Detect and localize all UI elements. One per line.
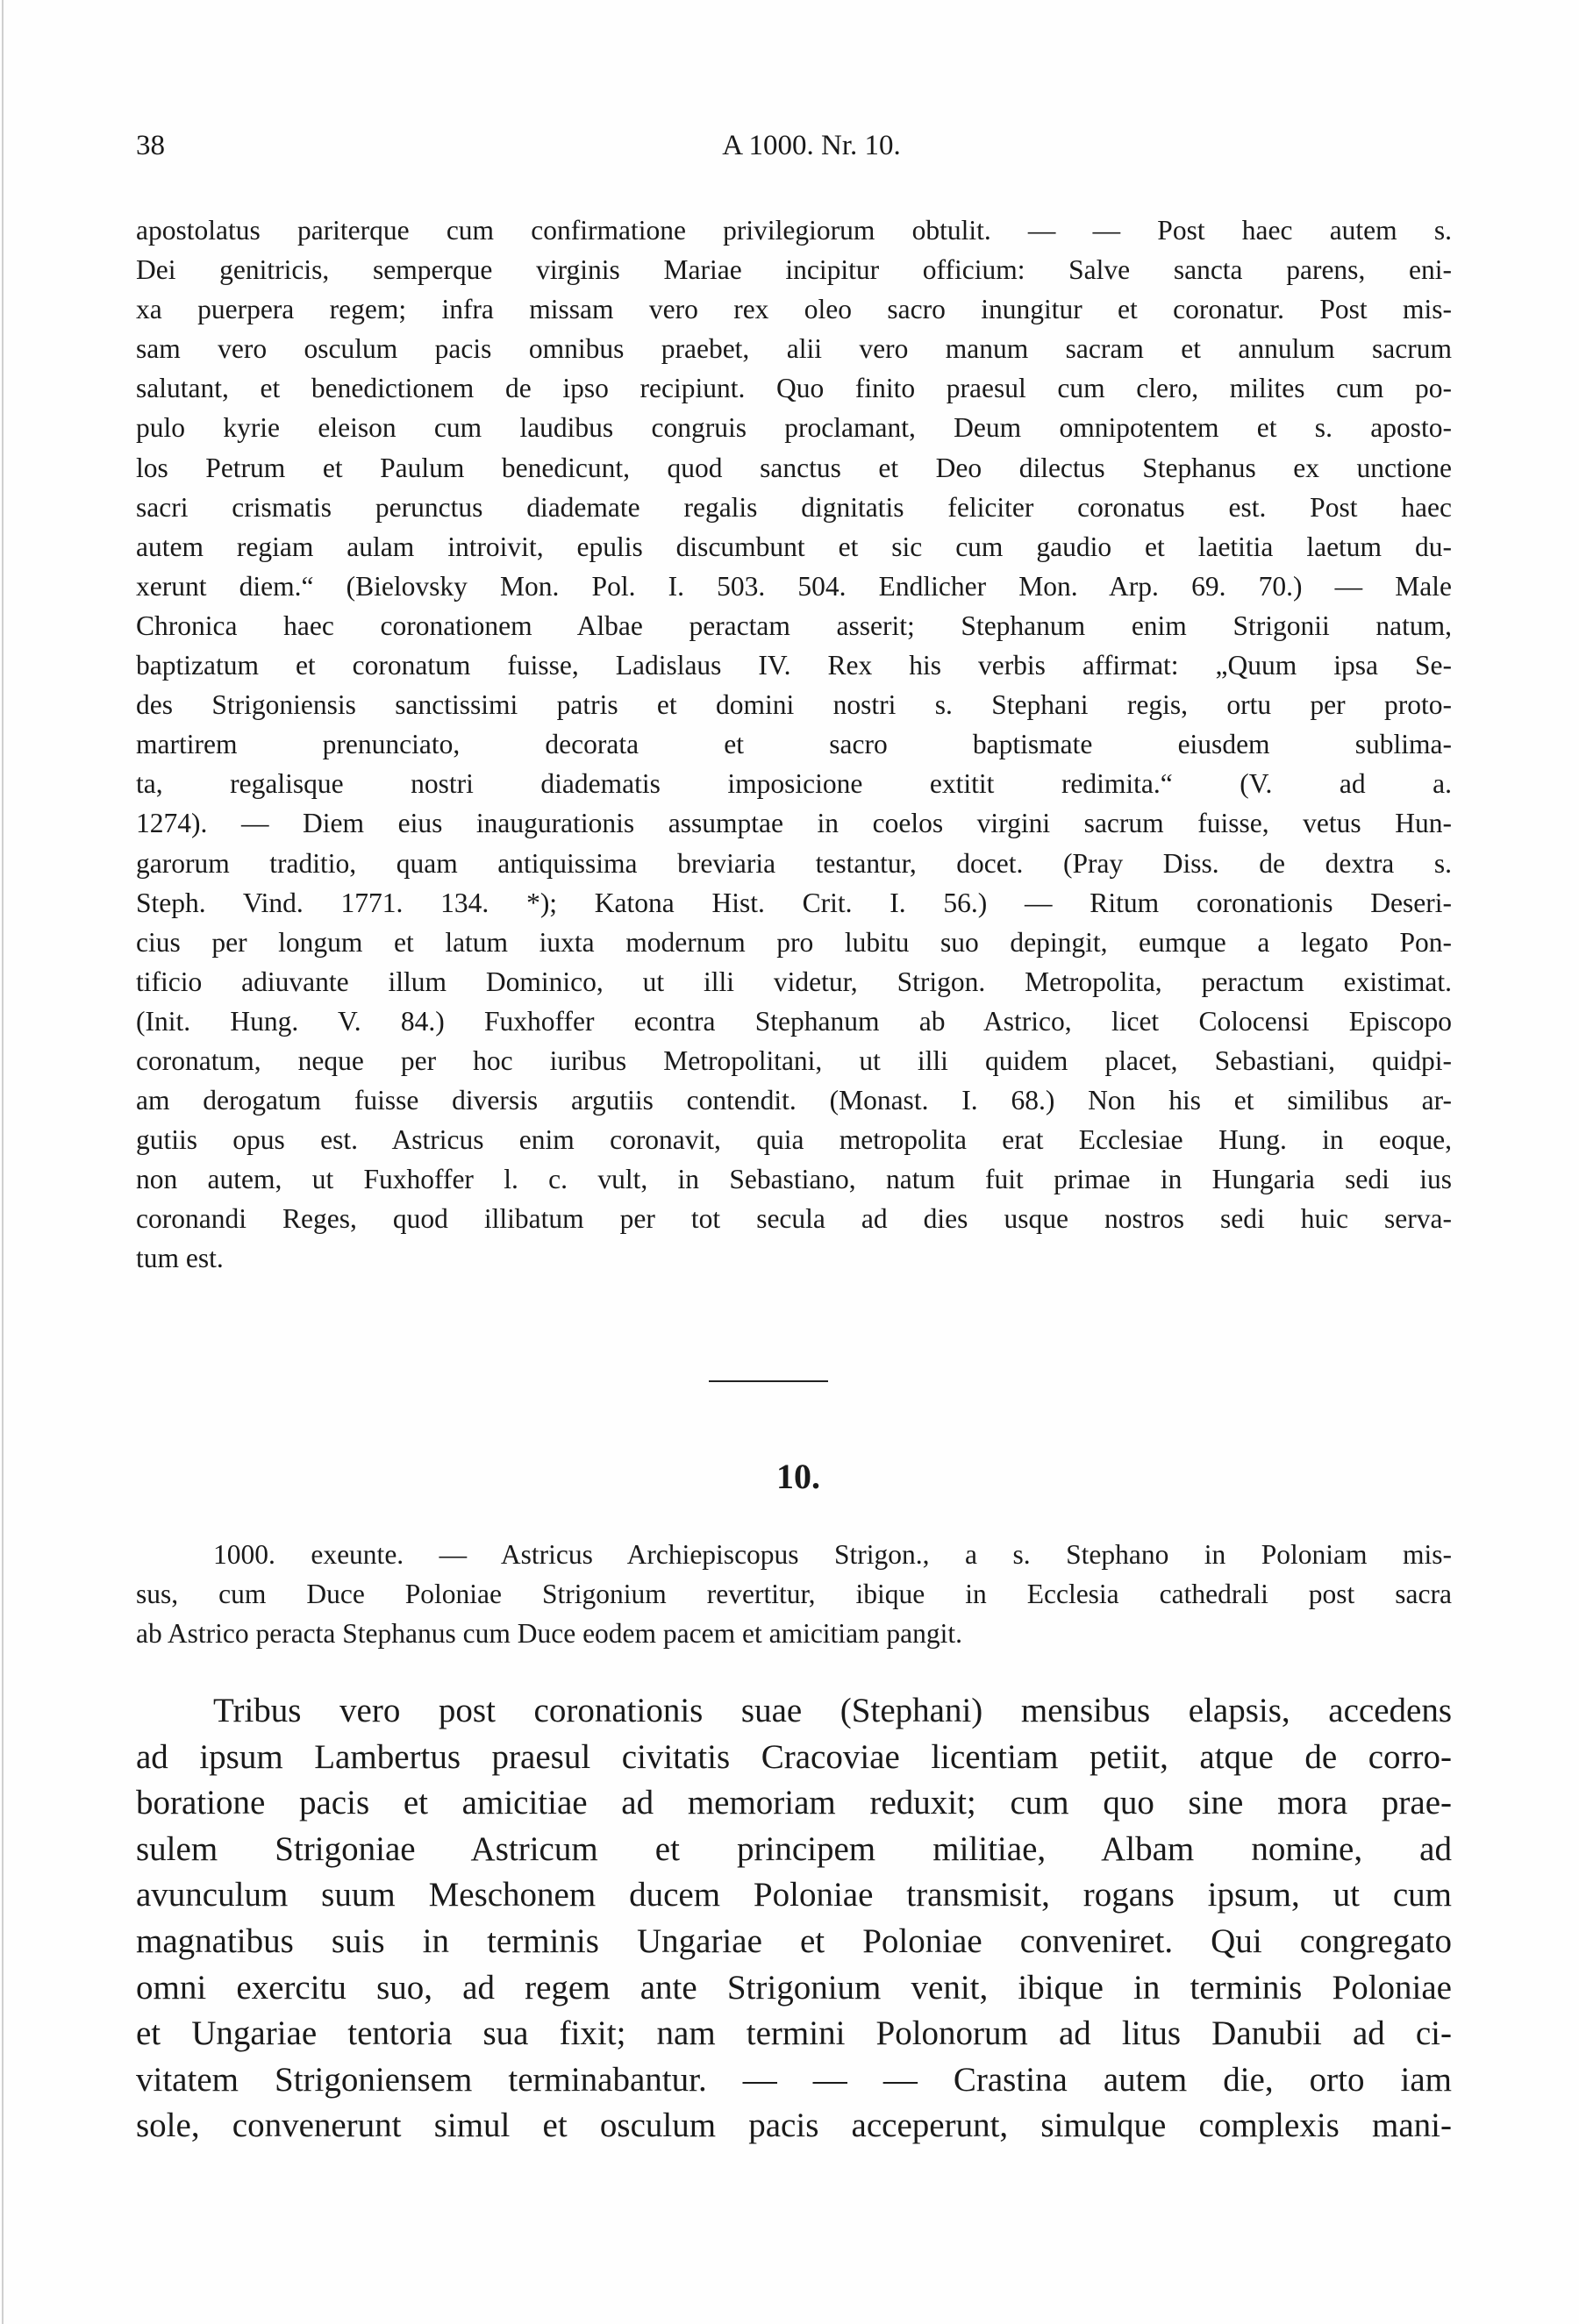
summary-line: ab Astrico peracta Stephanus cum Duce eodem pacem et amicitiam pangit. <box>136 1618 963 1649</box>
text-line: ta, regalisque nostri diadematis imposicione extitit redimita.“ (V. ad a. <box>136 768 1452 800</box>
section-separator-rule <box>709 1380 828 1382</box>
scan-edge-line <box>2 0 4 2324</box>
page-number: 38 <box>136 130 165 161</box>
footnote-commentary <box>136 210 1452 1279</box>
text-line: martirem prenunciato, decorata et sacro baptismate eiusdem sublima- <box>136 729 1452 760</box>
body-line: sole, convenerunt simul et osculum pacis acceperunt, simulque complexis mani- <box>136 2107 1452 2145</box>
text-line: cius per longum et latum iuxta modernum pro lubitu suo depingit, eumque a legato Pon- <box>136 926 1452 958</box>
text-line: tum est. <box>136 1243 224 1274</box>
document-number-heading: 10. <box>776 1457 820 1496</box>
page-header <box>136 130 1452 174</box>
text-line: salutant, et benedictionem de ipso recipiunt. Quo finito praesul cum clero, milites cum po- <box>136 373 1452 404</box>
summary-line: 1000. exeunte. — Astricus Archiepiscopus Strigon., a s. Stephano in Poloniam mis- <box>213 1539 1452 1570</box>
text-line: los Petrum et Paulum benedicunt, quod sanctus et Deo dilectus Stephanus ex unctione <box>136 452 1452 483</box>
running-head: A 1000. Nr. 10. <box>722 130 901 161</box>
body-line: sulem Strigoniae Astricum et principem militiae, Albam nomine, ad <box>136 1829 1452 1868</box>
body-line: avunculum suum Meschonem ducem Poloniae transmisit, rogans ipsum, ut cum <box>136 1876 1452 1914</box>
text-line: non autem, ut Fuxhoffer l. c. vult, in Sebastiano, natum fuit primae in Hungaria sedi ius <box>136 1164 1452 1195</box>
text-line: xa puerpera regem; infra missam vero rex oleo sacro inungitur et coronatur. Post mis- <box>136 294 1452 325</box>
body-line: Tribus vero post coronationis suae (Stephani) mensibus elapsis, accedens <box>213 1692 1452 1729</box>
text-line: Dei genitricis, semperque virginis Mariae incipitur officium: Salve sancta parens, eni- <box>136 254 1452 286</box>
body-line: omni exercitu suo, ad regem ante Strigonium venit, ibique in terminis Poloniae <box>136 1968 1452 2007</box>
text-line: am derogatum fuisse diversis argutiis contendit. (Monast. I. 68.) Non his et similibus ar- <box>136 1085 1452 1116</box>
text-line: sam vero osculum pacis omnibus praebet, alii vero manum sacram et annulum sacrum <box>136 333 1452 365</box>
text-line: coronandi Reges, quod illibatum per tot secula ad dies usque nostros sedi huic serva- <box>136 1203 1452 1235</box>
text-line: Steph. Vind. 1771. 134. *); Katona Hist. Crit. I. 56.) — Ritum coronationis Deseri- <box>136 887 1452 918</box>
text-line: baptizatum et coronatum fuisse, Ladislaus IV. Rex his verbis affirmat: „Quum ipsa Se- <box>136 650 1452 681</box>
summary-line: sus, cum Duce Poloniae Strigonium revertitur, ibique in Ecclesia cathedrali post sacra <box>136 1579 1452 1609</box>
text-line: (Init. Hung. V. 84.) Fuxhoffer econtra Stephanum ab Astrico, licet Colocensi Episcopo <box>136 1005 1452 1037</box>
text-line: des Strigoniensis sanctissimi patris et domini nostri s. Stephani regis, ortu per proto- <box>136 689 1452 721</box>
text-line: Chronica haec coronationem Albae peractam asserit; Stephanum enim Strigonii natum, <box>136 610 1452 641</box>
document-summary <box>136 1535 1452 1653</box>
text-line: apostolatus pariterque cum confirmatione privilegiorum obtulit. — — Post haec autem s. <box>136 215 1452 246</box>
body-line: magnatibus suis in terminis Ungariae et Poloniae conveniret. Qui congregato <box>136 1921 1452 1960</box>
body-line: et Ungariae tentoria sua fixit; nam termini Polonorum ad litus Danubii ad ci- <box>136 2014 1452 2053</box>
body-line: ad ipsum Lambertus praesul civitatis Cracoviae licentiam petiit, atque de corro- <box>136 1737 1452 1776</box>
body-line: vitatem Strigoniensem terminabantur. — — — Crastina autem die, orto iam <box>136 2060 1452 2099</box>
main-body-text <box>136 1688 1452 2149</box>
text-line: tificio adiuvante illum Dominico, ut illi videtur, Strigon. Metropolita, peractum existimat. <box>136 966 1452 997</box>
body-line: boratione pacis et amicitiae ad memoriam reduxit; cum quo sine mora prae- <box>136 1784 1452 1822</box>
text-line: sacri crismatis perunctus diademate regalis dignitatis feliciter coronatus est. Post haec <box>136 491 1452 523</box>
text-line: pulo kyrie eleison cum laudibus congruis proclamant, Deum omnipotentem et s. aposto- <box>136 412 1452 444</box>
text-line: coronatum, neque per hoc iuribus Metropolitani, ut illi quidem placet, Sebastiani, quidpi- <box>136 1044 1452 1076</box>
text-line: gutiis opus est. Astricus enim coronavit, quia metropolita erat Ecclesiae Hung. in eoque, <box>136 1124 1452 1156</box>
text-line: xerunt diem.“ (Bielovsky Mon. Pol. I. 503. 504. Endlicher Mon. Arp. 69. 70.) — Male <box>136 570 1452 602</box>
text-line: autem regiam aulam introivit, epulis discumbunt et sic cum gaudio et laetitia laetum du- <box>136 531 1452 562</box>
text-line: garorum traditio, quam antiquissima breviaria testantur, docet. (Pray Diss. de dextra s. <box>136 847 1452 879</box>
text-line: 1274). — Diem eius inaugurationis assumptae in coelos virgini sacrum fuisse, vetus Hun- <box>136 808 1452 839</box>
